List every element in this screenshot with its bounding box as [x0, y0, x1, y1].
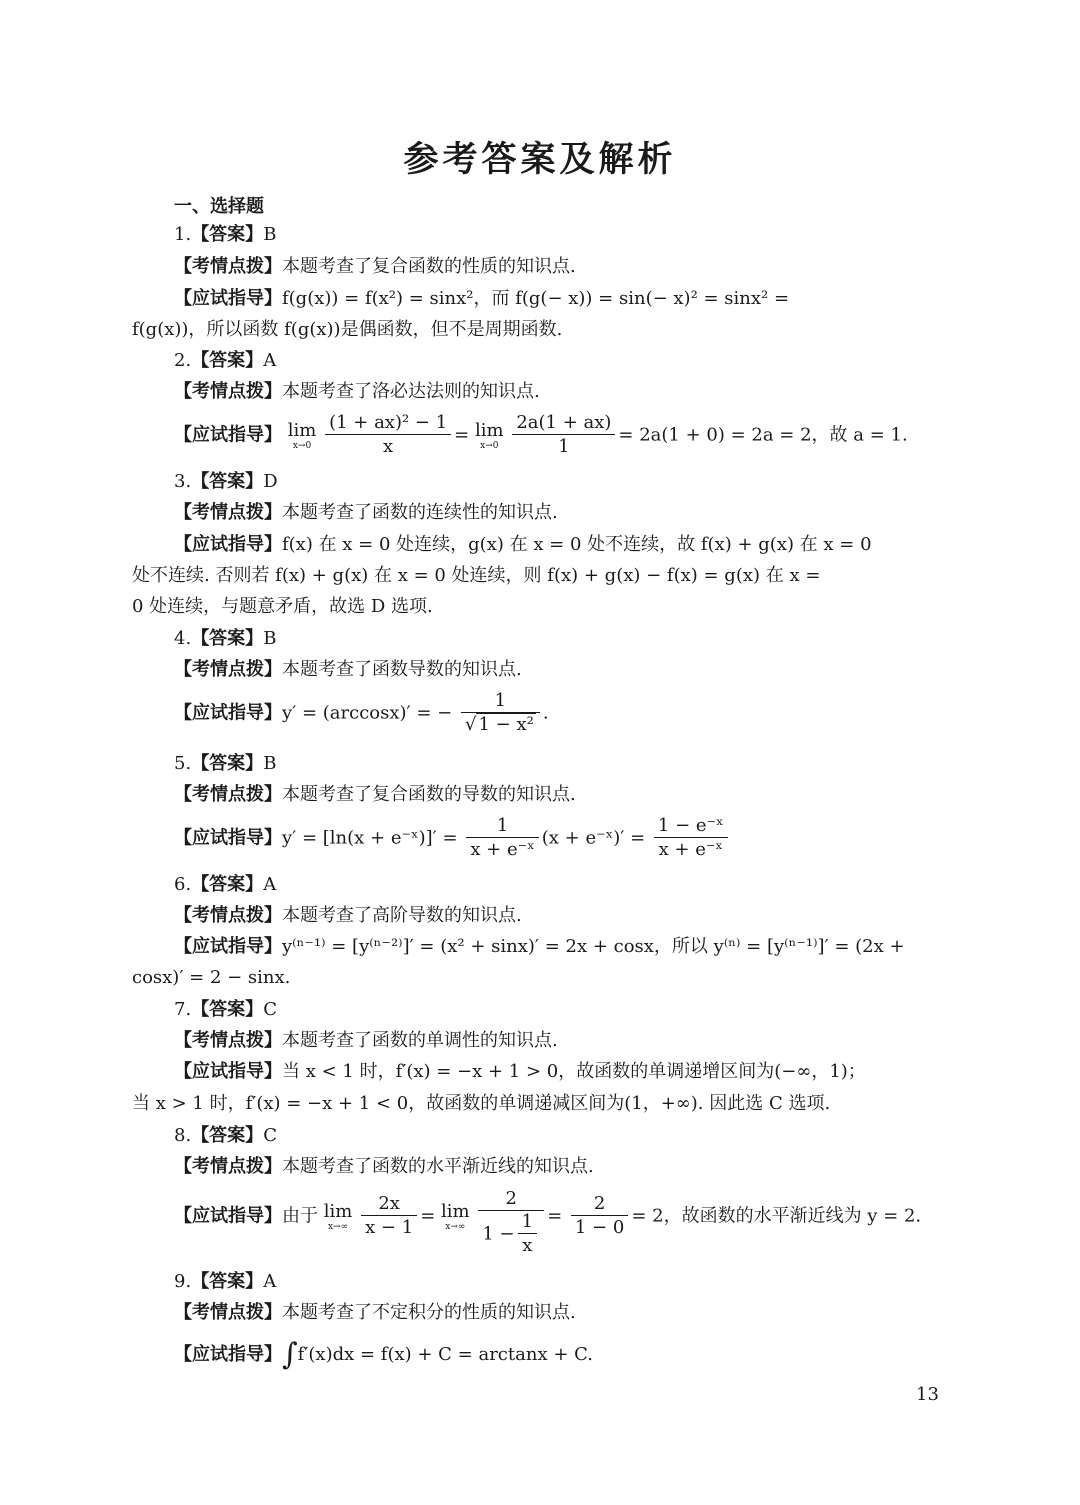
q4-answer: 4.【答案】B [174, 628, 277, 649]
q2-guide: 【应试指导】 lim x→0 $\frac{\text{(1 + ax)² − 1}}{x}$ = lim x→0 $\frac{2a(1 + ax)}{1}$ = 2a(1 + 0) = 2a = 2，故 a = 1. [174, 412, 908, 457]
limit-operator: lim x→0 [474, 419, 504, 451]
fraction: $\frac{1}{\text{x + e⁻ˣ}}$ [466, 815, 538, 862]
q8-guide: 【应试指导】由于 lim x→∞ $\frac{2x}{x - 1}$ = lim x→∞ 2 1 − $\frac{1}{x}$ = $\frac{2}{1 - 0}$ = 2，故函数的水平渐近线为 y = 2. [174, 1188, 922, 1256]
q7-point: 【考情点拨】本题考查了函数的单调性的知识点. [174, 1030, 558, 1051]
fraction: 2 1 − $\frac{1}{x}$ [478, 1188, 544, 1258]
q8-point: 【考情点拨】本题考查了函数的水平渐近线的知识点. [174, 1156, 594, 1177]
q1-answer: 1.【答案】B [174, 224, 277, 245]
q3-guide-cont: 0 处连续，与题意矛盾，故选 D 选项. [132, 596, 433, 617]
q5-answer: 5.【答案】B [174, 753, 277, 774]
fraction: $\frac{\text{(1 + ax)² − 1}}{x}$ [325, 412, 451, 459]
q3-point: 【考情点拨】本题考查了函数的连续性的知识点. [174, 502, 558, 523]
q3-answer: 3.【答案】D [174, 471, 278, 492]
q5-guide: 【应试指导】y′ = [ln(x + e⁻ˣ)]′ = $\frac{1}{\text{x + e⁻ˣ}}$ (x + e⁻ˣ)′ = $\frac{\text{1 − e⁻ˣ}}{\text{x + e⁻ˣ}}$ [174, 815, 731, 862]
limit-operator: lim x→∞ [441, 1200, 470, 1232]
integral-sign: ∫ [282, 1337, 298, 1372]
q9-guide: 【应试指导】∫f′(x)dx = f(x) + C = arctanx + C. [174, 1337, 593, 1372]
fraction: $\frac{\text{1 − e⁻ˣ}}{\text{x + e⁻ˣ}}$ [654, 815, 728, 862]
q6-guide-cont: cosx)′ = 2 − sinx. [132, 967, 291, 988]
fraction: $\frac{2a(1 + ax)}{1}$ [512, 412, 615, 459]
q7-answer: 7.【答案】C [174, 999, 277, 1020]
limit-operator: lim x→0 [287, 419, 317, 451]
fraction: $\frac{1}{\text{√ 1 − x²}}$ [461, 690, 540, 737]
fraction: $\frac{2}{1 - 0}$ [571, 1193, 628, 1240]
q9-point: 【考情点拨】本题考查了不定积分的性质的知识点. [174, 1302, 576, 1323]
q6-point: 【考情点拨】本题考查了高阶导数的知识点. [174, 905, 522, 926]
q1-guide: 【应试指导】f(g(x)) = f(x²) = sinx²，而 f(g(− x)) = sin(− x)² = sinx² = [174, 288, 790, 309]
q1-guide-cont: f(g(x))，所以函数 f(g(x))是偶函数，但不是周期函数. [132, 319, 563, 340]
page-number: 13 [916, 1384, 939, 1405]
q9-answer: 9.【答案】A [174, 1271, 277, 1292]
nested-fraction: $\frac{1}{x}$ [518, 1211, 537, 1258]
q1-point: 【考情点拨】本题考查了复合函数的性质的知识点. [174, 256, 576, 277]
q7-guide: 【应试指导】当 x < 1 时，f′(x) = −x + 1 > 0，故函数的单调递增区间为(−∞，1)； [174, 1061, 866, 1082]
page-title: 参考答案及解析 [403, 140, 677, 180]
q6-guide: 【应试指导】y⁽ⁿ⁻¹⁾ = [y⁽ⁿ⁻²⁾]′ = (x² + sinx)′ = 2x + cosx，所以 y⁽ⁿ⁾ = [y⁽ⁿ⁻¹⁾]′ = (2x + [174, 936, 905, 957]
q2-point: 【考情点拨】本题考查了洛必达法则的知识点. [174, 381, 540, 402]
q4-point: 【考情点拨】本题考查了函数导数的知识点. [174, 659, 522, 680]
q7-guide-cont: 当 x > 1 时，f′(x) = −x + 1 < 0，故函数的单调递减区间为(1，+∞). 因此选 C 选项. [132, 1093, 831, 1114]
q8-answer: 8.【答案】C [174, 1125, 277, 1146]
q5-point: 【考情点拨】本题考查了复合函数的导数的知识点. [174, 784, 576, 805]
fraction: $\frac{2x}{x - 1}$ [361, 1193, 417, 1240]
q6-answer: 6.【答案】A [174, 874, 277, 895]
q3-guide-cont: 处不连续. 否则若 f(x) + g(x) 在 x = 0 处连续，则 f(x) + g(x) − f(x) = g(x) 在 x = [132, 565, 821, 586]
q2-answer: 2.【答案】A [174, 350, 277, 371]
section-heading: 一、选择题 [174, 196, 264, 217]
q3-guide: 【应试指导】f(x) 在 x = 0 处连续，g(x) 在 x = 0 处不连续，故 f(x) + g(x) 在 x = 0 [174, 534, 872, 555]
limit-operator: lim x→∞ [323, 1200, 353, 1232]
q4-guide: 【应试指导】y′ = (arccosx)′ = − $\frac{1}{\text{√ 1 − x²}}$ . [174, 690, 549, 735]
